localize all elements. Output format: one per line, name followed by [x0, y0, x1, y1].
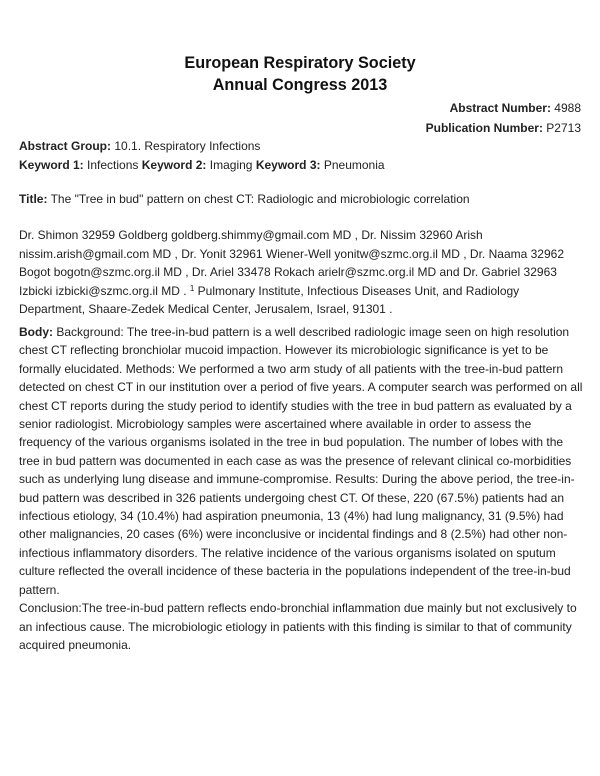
keyword-3-label: Keyword 3: — [255, 158, 321, 172]
keyword-1-label: Keyword 1: — [19, 158, 84, 172]
abstract-group-label: Abstract Group: — [19, 139, 112, 153]
congress-name: Annual Congress 2013 — [212, 76, 388, 94]
conclusion-text: Conclusion:The tree-in-bud pattern reflects endo-bronchial inflammation due mainly but not exclusively to an infectious cause. The microbiologic etiology in patients with this finding is similar to that of community acquired pneumonia. — [19, 601, 577, 652]
publication-number-label: Publication Number: — [425, 121, 543, 135]
keyword-2-label: Keyword 2: — [141, 158, 207, 172]
abstract-title — [19, 191, 470, 207]
keyword-1-value: Infections — [87, 158, 139, 172]
title-label: Title: — [19, 192, 48, 206]
authors-block — [19, 226, 584, 319]
society-name: European Respiratory Society — [184, 54, 416, 72]
publication-number — [426, 120, 581, 136]
abstract-number — [450, 100, 581, 116]
body-label: Body: — [19, 325, 53, 339]
document-header — [0, 52, 600, 96]
abstract-number-label: Abstract Number: — [449, 101, 551, 115]
title-value: The "Tree in bud" pattern on chest CT: Radiologic and microbiologic correlation — [50, 192, 470, 206]
affiliation-text: Pulmonary Institute, Infectious Diseases Unit, and Radiology Department, Shaare-Zedek Medical Center, Jerusalem, Israel, 91301 . — [19, 283, 520, 317]
abstract-body — [19, 323, 585, 654]
affiliation-marker: 1 — [189, 283, 195, 293]
abstract-group — [19, 138, 260, 154]
keyword-3-value: Pneumonia — [323, 158, 385, 172]
keyword-2-value: Imaging — [209, 158, 253, 172]
authors-list: Dr. Shimon 32959 Goldberg goldberg.shimmy@gmail.com MD , Dr. Nissim 32960 Arish nissim.arish@gmail.com MD , Dr. Yonit 32961 Wiener-Well yonitw@szmc.org.il MD , Dr. Naama 32962 Bogot bogotn@szmc.org.il MD , Dr. Ariel 33478 Rokach arielr@szmc.org.il MD and Dr. Gabriel 32963 Izbicki izbicki@szmc.org.il MD . — [19, 228, 564, 298]
abstract-group-value: 10.1. Respiratory Infections — [114, 139, 261, 153]
body-text: Background: The tree-in-bud pattern is a well described radiologic image seen on high resolution chest CT reflecting bronchiolar mucoid impaction. However its microbiologic significance is yet to be formally elucidated. Methods: We performed a two arm study of all patients with the tree-in-bud pattern detected on chest CT in our institution over a period of five years. A computer search was performed on all chest CT reports during the study period to identify studies with the tree in bud pattern as evaluated by a senior radiologist. Microbiology samples were ascertained where available in order to assess the frequency of the various organisms isolated in the tree in bud population. The number of lobes with the tree in bud pattern was documented in each case as was the presence of relevant clinical co-morbidities such as underlying lung disease and immune-compromise. Results: During the above period, the tree-in-bud pattern was described in 326 patients undergoing chest CT. Of these, 220 (67.5%) patients had an infectious etiology, 34 (10.4%) had aspiration pneumonia, 13 (4%) had lung malignancy, 31 (9.5%) had other malignancies, 20 cases (6%) were inconclusive or incidental findings and 8 (2.5%) had other non-infectious inflammatory disorders. The relative incidence of the various organisms isolated on sputum culture reflected the overall incidence of these bacteria in the populations independent of the tree-in-bud pattern. — [19, 325, 583, 597]
publication-number-value: P2713 — [546, 121, 581, 135]
keywords-line — [19, 157, 385, 173]
abstract-number-value: 4988 — [554, 101, 581, 115]
